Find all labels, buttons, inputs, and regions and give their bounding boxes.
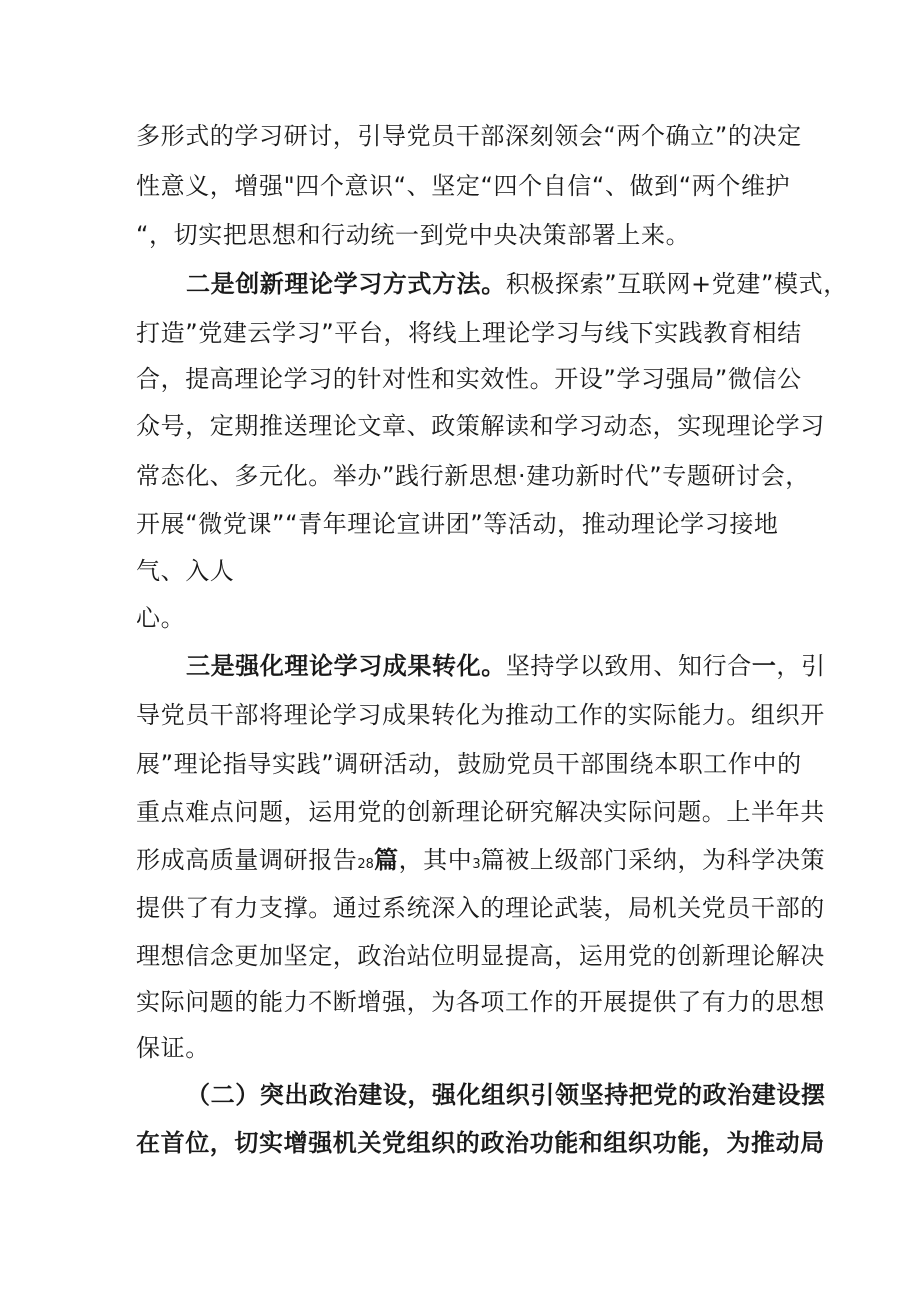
text-span: 积极探索”互联网+党建”模式，	[505, 270, 848, 298]
text-line: 实际问题的能力不断增强，为各项工作的开展提供了有力的思想	[136, 988, 825, 1016]
text-line: 气、入人	[136, 557, 235, 585]
text-line: 多形式的学习研讨，引导党员干部深刻领会“两个确立”的决定	[136, 122, 802, 150]
paragraph-heading-line	[186, 269, 848, 299]
text-line: 打造”党建云学习”平台，将线上理论学习与线下实践教育相结	[136, 319, 802, 347]
text-line: 保证。	[136, 1034, 210, 1062]
text-span-bold: 一	[751, 652, 777, 680]
text-line: 心。	[136, 604, 186, 632]
text-line: 提供了有力支撑。通过系统深入的理论武装，局机关党员干部的	[136, 894, 825, 922]
paragraph-heading: 二是创新理论学习方式方法。	[186, 270, 506, 298]
text-line: 常态化、多元化。举办”践行新思想·建功新时代”专题研讨会，	[136, 462, 810, 490]
text-line	[136, 845, 825, 880]
text-span: ，引	[776, 652, 826, 680]
section-heading-line: 在首位，切实增强机关党组织的政治功能和组织功能，为推动局	[136, 1129, 825, 1157]
text-span: 坚持学以致用、知行合	[505, 652, 752, 680]
text-span: 篇被上级部门采纳，为科学决策	[480, 846, 826, 874]
text-line: 众号，定期推送理论文章、政策解读和学习动态，实现理论学习	[136, 412, 825, 440]
text-line: 展”理论指导实践”调研活动，鼓励党员干部围绕本职工作中的	[136, 750, 802, 778]
text-span-bold: 篇	[373, 846, 399, 874]
paragraph-heading: 三是强化理论学习成果转化。	[186, 652, 506, 680]
text-line: 性意义，增强"四个意识“、坚定“四个自信“、做到“两个维护	[136, 172, 791, 200]
text-line: 导党员干部将理论学习成果转化为推动工作的实际能力。组织开	[136, 701, 825, 729]
text-line: 开展“微党课”“青年理论宣讲团”等活动，推动理论学习接地	[136, 510, 779, 538]
text-line: 重点难点问题，运用党的创新理论研究解决实际问题。上半年共	[136, 798, 825, 826]
text-line: 理想信念更加坚定，政治站位明显提高，运用党的创新理论解决	[136, 942, 825, 970]
number-span: 3	[472, 857, 481, 872]
paragraph-heading-line	[186, 651, 826, 681]
text-line: “，切实把思想和行动统一到党中央决策部署上来。	[136, 221, 691, 249]
text-span: 形成高质量调研报告	[136, 846, 358, 874]
text-line: 合，提高理论学习的针对性和实效性。开设”学习强局”微信公	[136, 365, 802, 393]
number-span: 28	[357, 857, 374, 872]
text-span: ，其中	[398, 846, 473, 874]
section-heading-line: （二）突出政治建设，强化组织引领坚持把党的政治建设摆	[186, 1081, 826, 1109]
